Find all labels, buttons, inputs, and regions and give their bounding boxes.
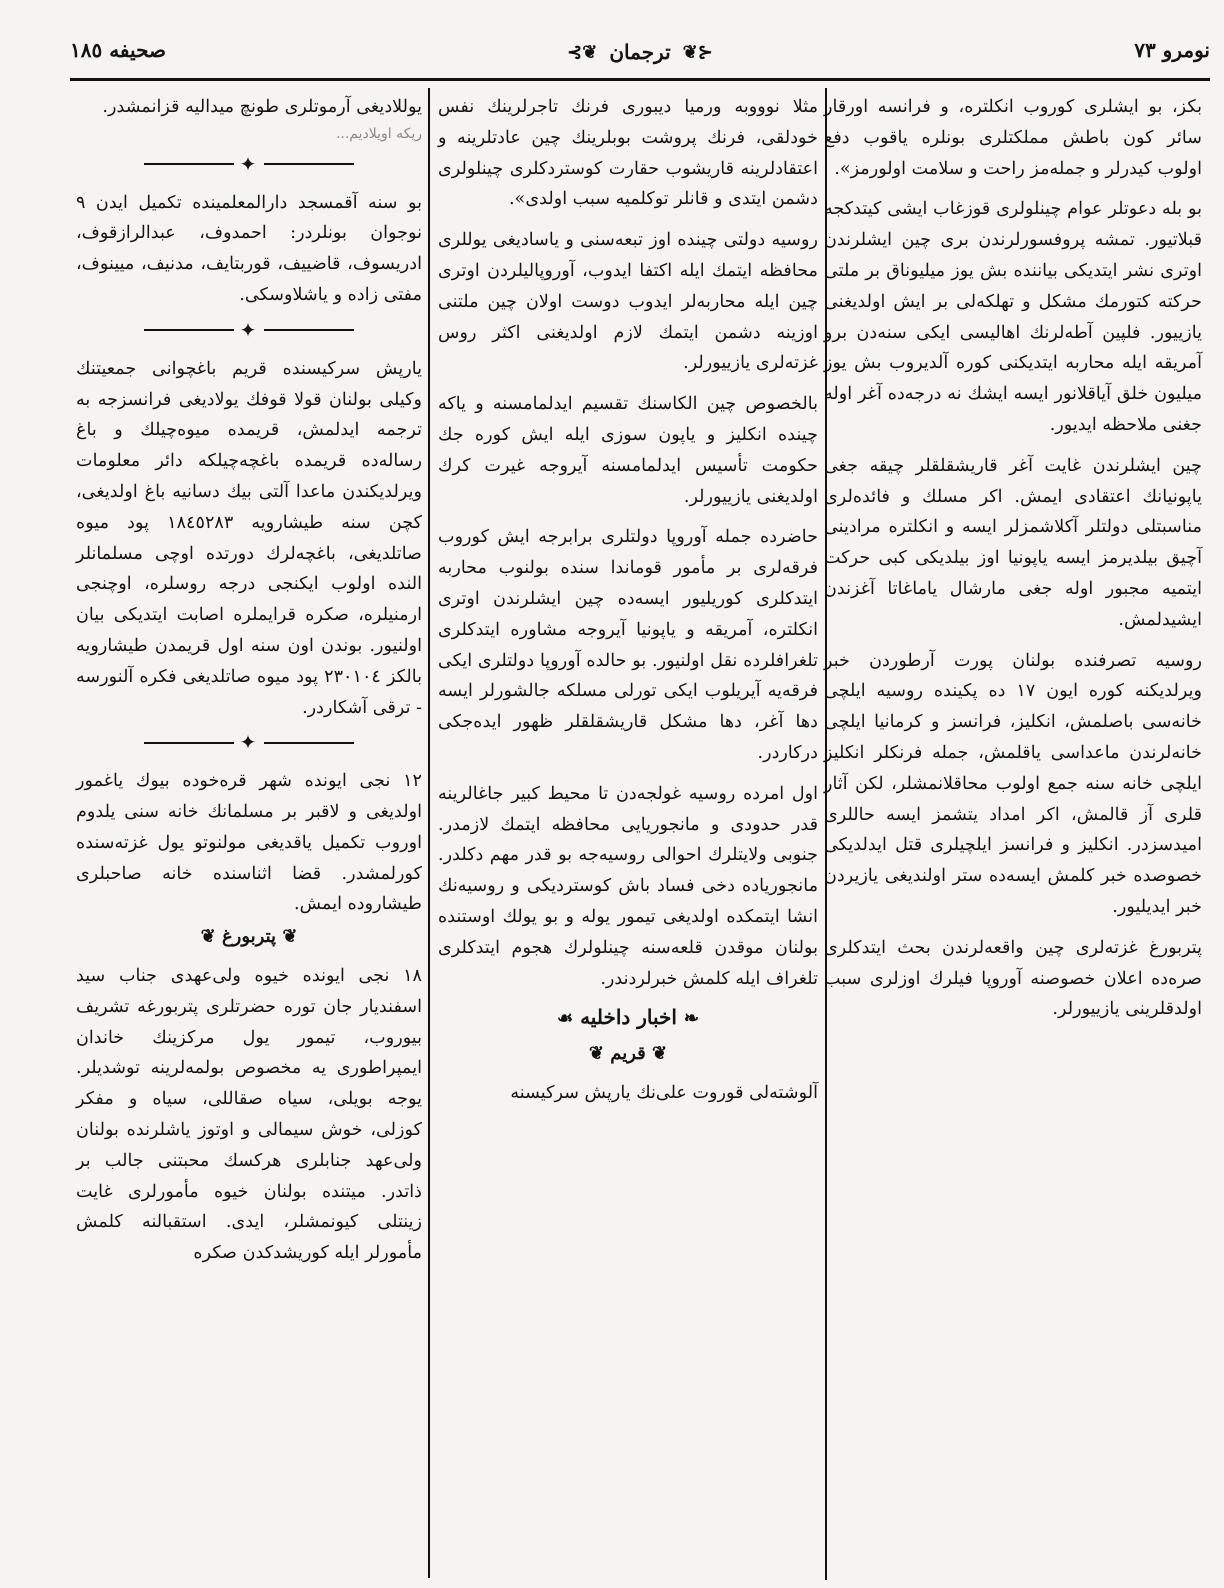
paragraph: آلوشته‌لى قوروت على‌نك يارپش سركيسنه xyxy=(510,1082,818,1103)
paragraph: ١٢ نجى ايونده شهر قره‌خوده بيوك ياغمور اولديغى و لاقبر بر مسلمانك خانه سنى يلدوم اوروب تكميل ياقديغى مولنوتو يول غزته‌سنده كورلمشدر. قضا اثناسنده خانه صاحبلرى طيشاروده ايمش. xyxy=(76,771,422,915)
paragraph: اول امرده روسيه غولجەدن تا محيط كبير جاغالرينه قدر حدودى و مانجوريايى محافظه ايتمك لازمدر. جنوبى ولايتلرك احوالى روسيەجه بو قدر مهم دكلدر. مانجوريادە دخى فساد باش كوسترديكى و روسيەنك انشا ايتمكده اولديغى تيمور يوله و بو يولك اوستنده بولنان موقدن قلعەسنه چينلولرك هجوم ايتدكلرى تلغراف ايله كلمش خبرلردندر. xyxy=(438,783,818,989)
ornament-icon: ❧ xyxy=(683,1008,700,1030)
ornament-icon: ⊰❦ xyxy=(682,41,713,63)
ornament-icon: ❦ xyxy=(652,1043,668,1065)
star-ornament-icon: ✦ xyxy=(239,730,259,755)
faint-bleed-text: ريكه اويلاديم... xyxy=(335,125,422,142)
paragraph: پتربورغ غزتەلرى چين واقعەلرندن بحث ايتدكلرى صرەده اعلان خصوصنه آوروپا فيلرك اوزلرى سبب اولدقلرينى يازييورلر. xyxy=(824,937,1202,1020)
masthead xyxy=(567,40,713,64)
star-ornament-icon: ✦ xyxy=(239,151,259,176)
column-left xyxy=(76,92,422,1269)
masthead-title: ترجمان xyxy=(609,40,671,64)
separator xyxy=(76,149,422,180)
paragraph: بالخصوص چين الكاسنك تقسيم ايدلمامسنه و ياكه چينده انكليز و ياپون سوزى ايله ايش كوره جك حكومت تأسيس ايدلمامسنه آيروجه غيرت كرك اولديغنى يازييورلر. xyxy=(438,394,818,507)
star-ornament-icon: ✦ xyxy=(239,317,259,342)
header-rule xyxy=(70,78,1210,81)
page-header xyxy=(70,30,1210,82)
separator xyxy=(76,315,422,346)
section-heading: ❧ اخبار داخليه ☙ xyxy=(556,1005,700,1030)
ornament-icon: ❦ xyxy=(200,926,216,948)
paragraph: يارپش سركيسنده قريم باغچوانى جمعيتنك وكيلى بولنان قولا قوفك يولاديغى فرانسزجه به ترجمه ايدلمش، قريمده ميوه‌چيلك و باغ رساله‌ده قريمده باغچەچيلكه دائر معلومات ويرلديكندن ماعدا آلتى بيك دسانيه باغ اولديغى، كچن سنه طيشارويه ١٨٤٥٢٨٣ پود ميوه صاتلديغى، باغچەلرك دورتده اوچى مسلمانلر النده اولوب ايكنجى درجه روسلره، اوچنجى ارمنيلره، صكره قرايملره اصابت ايتديكى بيان اولنيور. بوندن اون سنه اول قريمدن طيشارويه بالكز ٢٣٠١٠٤ پود ميوه صاتلديغى فكره آلنورسه - ترقى آشكاردر. xyxy=(76,358,423,718)
paragraph: بو بله دعوتلر عوام چينلولرى قوزغاب ايشى كيتدكجه قبلاتيور. تمشه پروفسورلرندن برى چين ايشلرندن اوترى نشر ايتديكى بياننده بش يوز ميليوناق بر ملتى حركته كتورمك مشكل و تهلكەلى بر ايش اولديغنى يازييور. فلپين آطەلرنك اهاليسى ايكى سنەدن برو آمريقه ايله محاربه ايتديكنى كوره آلديروب بش يوز ميليون خلق آياقلانور ايسه ايشك نه درجەده آغر اوله جغنى ملاحظه ايديور. xyxy=(824,199,1202,435)
paragraph: يوللاديغى آرموتلرى طونچ ميداليه قزانمشدر. xyxy=(102,97,422,117)
ornament-icon: ☙ xyxy=(556,1008,574,1030)
ornament-icon: ❦ xyxy=(588,1043,604,1065)
paragraph: چين ايشلرندن غايت آغر قاريشقلقلر چيقه جغى ياپونيانك اعتقادى ايمش. اكر مسلك و فائدەلرى مناسبتلى دولتلر آكلاشمزلر ايسه و انكلتره مرادينى آچيق بيلديرمز ايسه ياپونيا اوز بيلديكى كبى حركت ايتميه مجبور اوله جغى مارشال ياماغاتا آغزندن ايشيدلمش. xyxy=(824,455,1202,630)
page-number: صحيفه ١٨٥ xyxy=(70,38,166,62)
paragraph: حاضرده جمله آوروپا دولتلرى برابرجه ايش كوروب فرقەلرى بر مأمور قوماندا سنده بولنوب محاربه ايتدكلرى كوريليور ايسەده چين ايشلرندن اوترى انكلتره، آمريقه و ياپونيا آيروجه مشاوره ايتدكلرى تلغرافلرده نقل اولنيور. بو حالده آوروپا دولتلرى ايكى فرقەيه آيريلوب ايكى تورلى مسلكه جالشورلر ايسه دها آغر، دها مشكل قاريشقلقلر ظهور ايدەجكى دركاردر. xyxy=(438,527,818,763)
separator xyxy=(76,727,422,758)
ornament-icon: ❦ xyxy=(282,926,298,948)
issue-number: نومرو ٧٣ xyxy=(1134,38,1210,62)
subsection-heading: ❦ پتربورغ ❦ xyxy=(200,926,298,948)
paragraph: ١٨ نجى ايونده خيوه ولى‌عهدى جناب سيد اسفنديار جان توره حضرتلرى پتربورغه تشريف بيوروب، تيمور يول مركزينك خاندان ايمپراطورى يه مخصوص بولمەلرينه توشديلر. يوجه بويلى، سياه صقاللى، سياه و مفكر كوزلى، خوش سيمالى و اوتوز ياشلرنده بولنان ولى‌عهد جنابلرى هركسك محبتنى جالب بر ذاتدر. ميتنده بولنان خيوه مأمورلرى غايت زينتلى كيونمشلر، ايدى. استقبالنه كلمش مأمورلر ايله كوريشدكدن صكره xyxy=(76,966,422,1264)
paragraph: بو سنه آقمسجد دارالمعلمينده تكميل ايدن ٩ نوجوان بونلردر: احمدوف، عبدالرازقوف، ادريسوف، قاضييف، قوربتايف، مدنيف، ميينوف، مفتى زاده و ياشلاوسكى. xyxy=(76,192,422,306)
paragraph: روسيه تصرفنده بولنان پورت آرطوردن خبر ويرلديكنه كوره ايون ١٧ ده پكينده روسيه ايلچى خانەسى باصلمش، انكليز، فرانسز و كرمانيا ايلچى خانەلرندن ماعداسى ياقلمش، جمله فرنكلر انكليز ايلچى خانه سنه جمع اولوب محاقلانمشلر، لكن آثار قلرى آز قالمش، اكر امداد يتشمز ايسه حاللرى اميدسزدر. انكليز و فرانسز ايلچيلرى قتل ايدلديكى خصوصده خبر كلمش ايسەده ستر اولنديغى يازيردن خبر ايديليور. xyxy=(824,650,1202,917)
paragraph: بكز، بو ايشلرى كوروب انكلتره، و فرانسه اورقار سائر كون باطش مملكتلرى بونلره ياقوب دفع اولوب كيدرلر و جملەمز راحت و سلامت اولورمز». xyxy=(824,97,1202,179)
column-right xyxy=(824,92,1202,1025)
column-divider xyxy=(428,88,430,1578)
ornament-icon: ❦⊱ xyxy=(567,41,598,63)
column-middle xyxy=(438,92,818,1109)
paragraph: مثلا نوووبه ورميا ديبورى فرنك تاجرلرينك نفس خودلقى، فرنك پروشت بوبلرينك چين عادتلرينه و اعتقادلرينه قاريشوب حقارت كوستردكلرى چينلولرى دشمن ايتدى و قانلر توكلميه سبب اولدى». xyxy=(438,97,818,210)
subsection-heading: ❦ قريم ❦ xyxy=(588,1043,668,1065)
paragraph: روسيه دولتى چينده اوز تبعەسنى و ياساديغى يوللرى محافظه ايتمك ايله اكتفا ايدوب، آوروپاليلردن اوترى چين ايله محاربەلر ايدوب دوست اولان چين ملتنى اوزينه دشمن ايتمك لازم اولديغنى اكثر روس غزتەلرى يازييورلر. xyxy=(438,230,818,374)
